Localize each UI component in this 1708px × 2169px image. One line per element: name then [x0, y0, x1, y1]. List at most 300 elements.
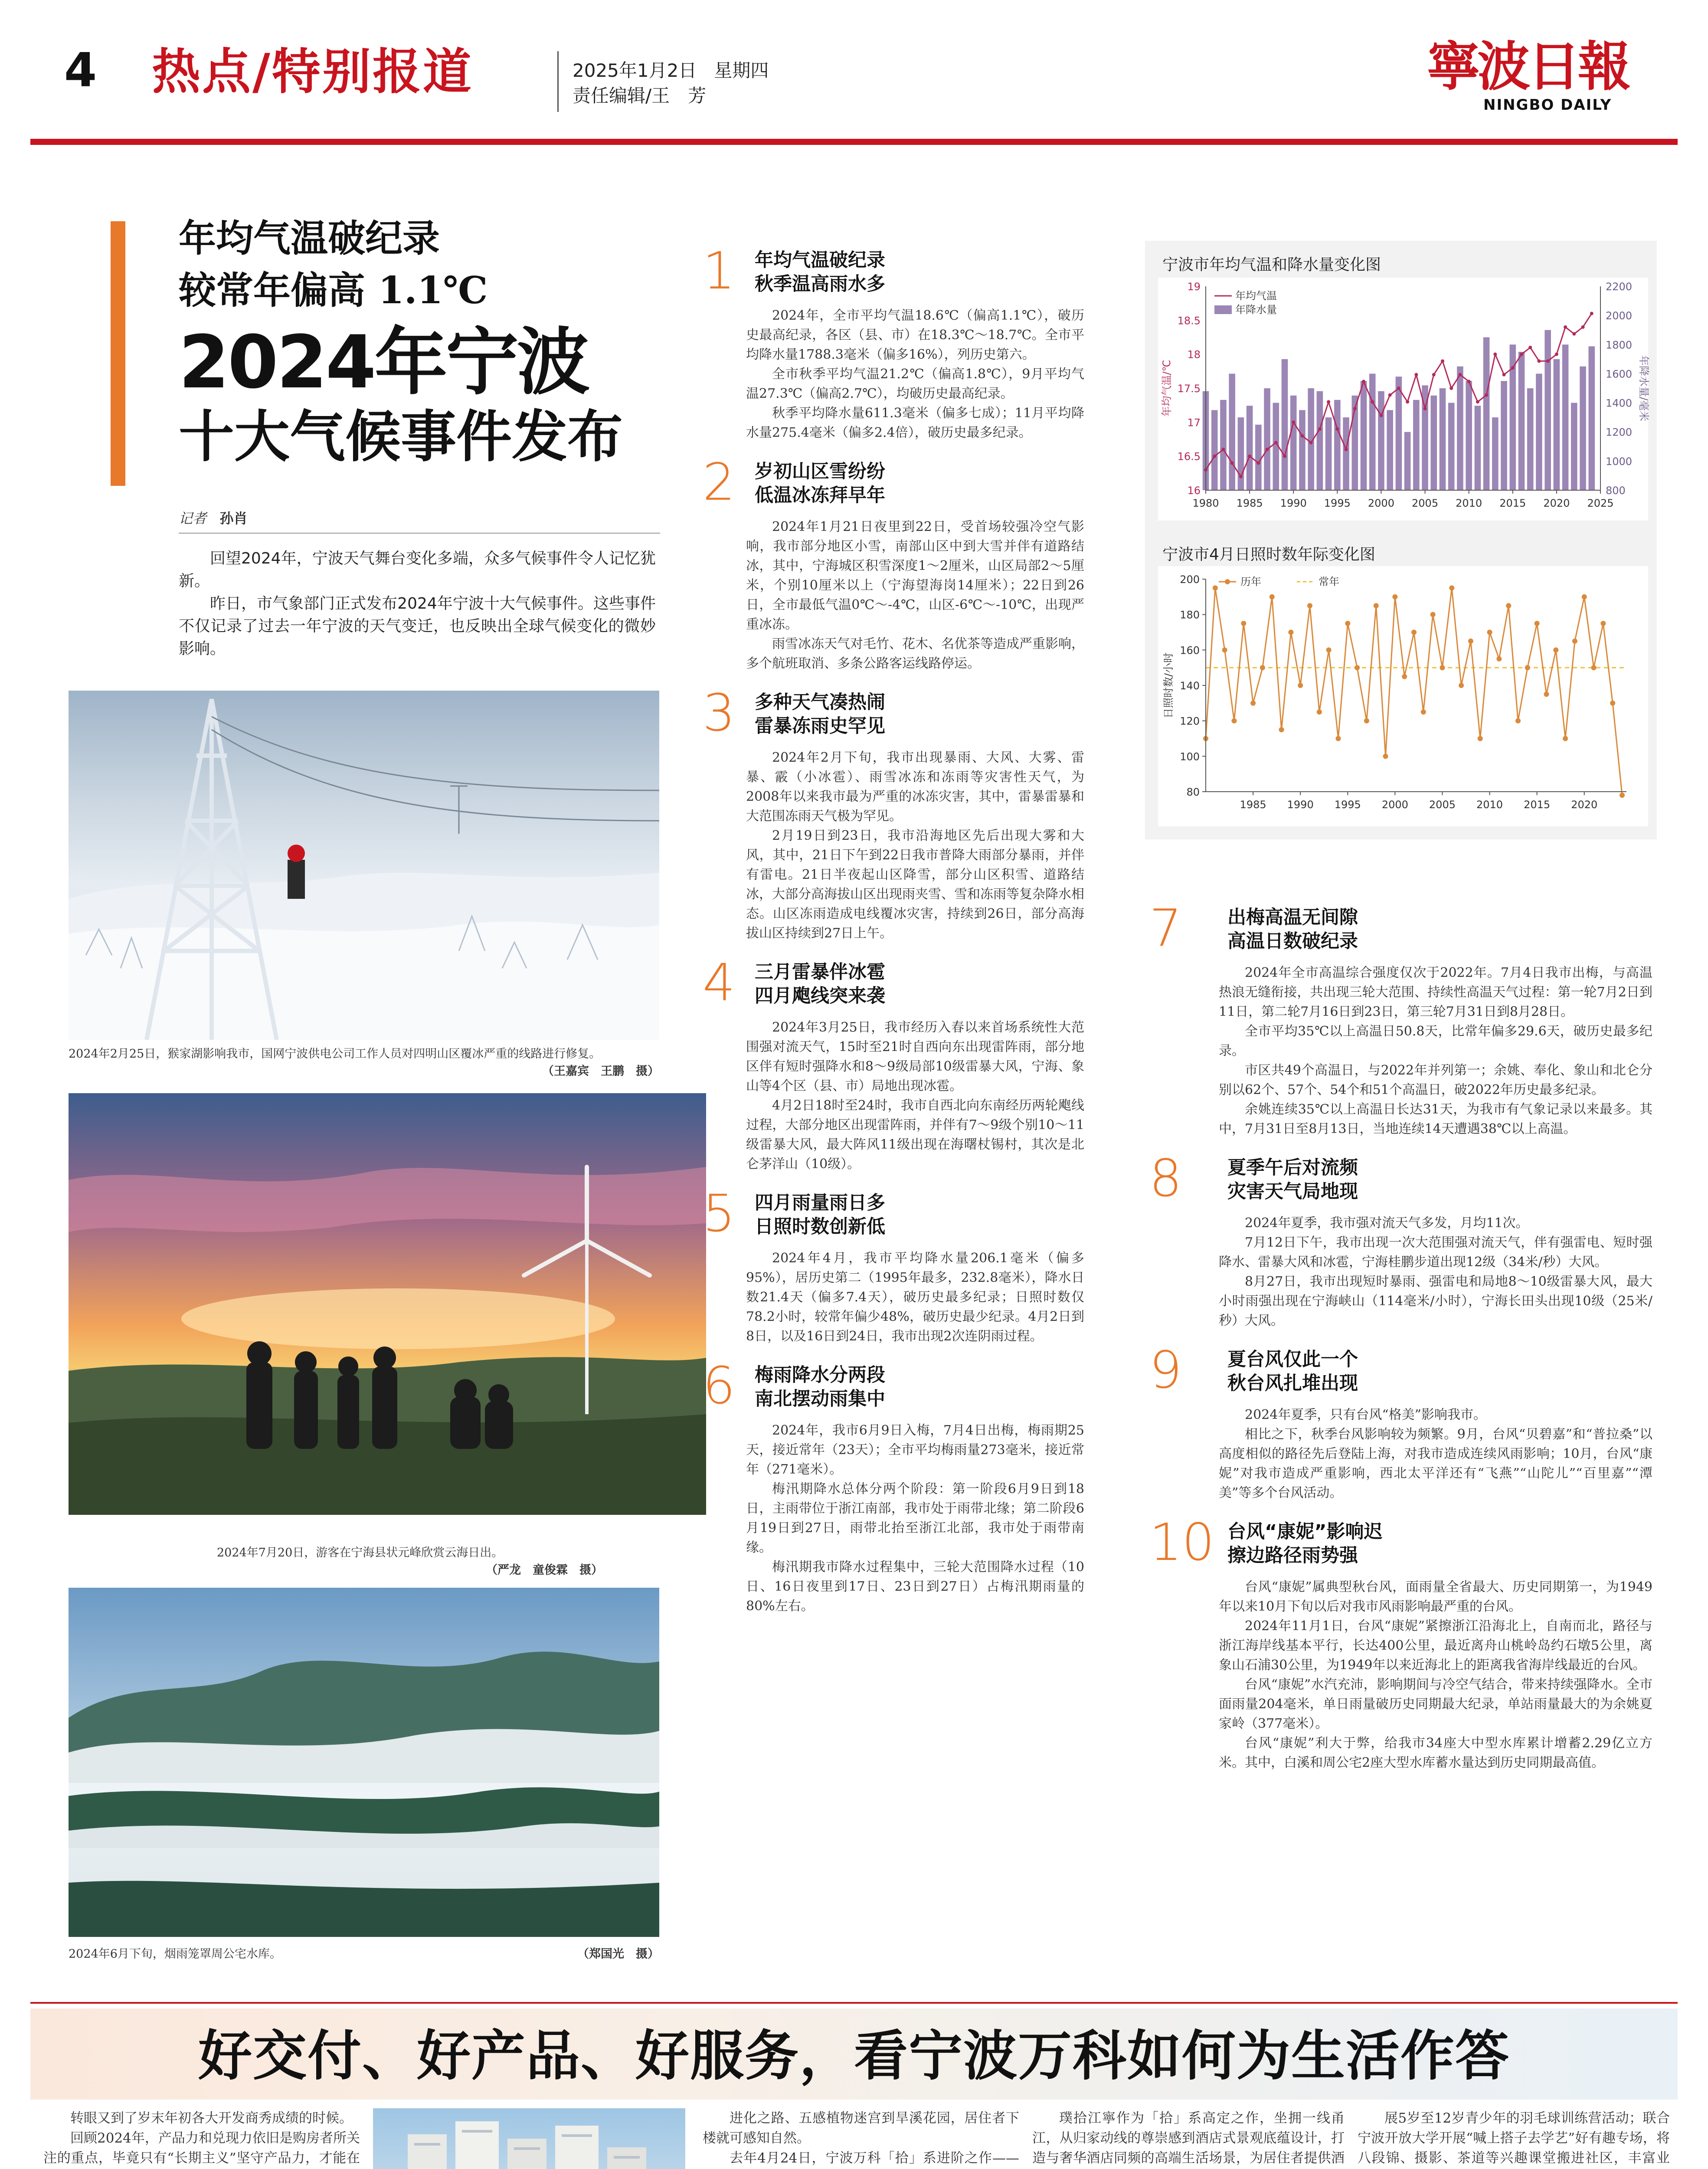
chart2-series-point: [1440, 665, 1445, 670]
date: 2025年1月2日: [573, 60, 697, 81]
chart1-precip-bar: [1396, 377, 1402, 490]
chart1-temp-point: [1572, 332, 1576, 336]
climate-event-number: 1: [703, 241, 736, 301]
climate-event-paragraph: 2月19日到23日，我市沿海地区先后出现大雾和大风，其中，21日下午到22日我市普降大雨部分暴雨，并伴有雷电。21日半夜起山区降雪，部分山区积雪、道路结冰，大部分高海拔山区出现雨夹雪、雪和冻雨等复杂降水相态。山区冻雨造成电线覆冰灾害，持续到26日，部分高海拔山区持续到27日上午。: [746, 828, 1084, 941]
chart2-series-point: [1449, 585, 1454, 590]
chart2-legend-hist: 历年: [1240, 576, 1261, 588]
chart1-x-tick: 2020: [1543, 497, 1570, 509]
chart2-title: 宁波市4月日照时数年际变化图: [1162, 546, 1375, 564]
photo-foggy-caption: [69, 1946, 659, 1963]
climate-event-body: [1219, 1405, 1652, 1503]
chart1-precip-bar: [1211, 410, 1218, 490]
climate-event-paragraph: 2024年，全市平均气温18.6℃（偏高1.1℃），破历史最高纪录，各区（县、市）在18.3℃～18.7℃。全市平均降水量1788.3毫米（偏多16%），列历史第六。: [746, 308, 1084, 362]
climate-event-title1: 年均气温破纪录: [755, 249, 885, 271]
chart1-precip-bar: [1527, 388, 1534, 490]
chart2-series-point: [1421, 709, 1426, 714]
climate-event-title2: 秋季温高雨水多: [755, 273, 885, 295]
climate-event-paragraph: 市区共49个高温日，与2022年并列第一；余姚、奉化、象山和北仑分别以62个、57个、54个和51个高温日，破2022年历史最多纪录。: [1219, 1063, 1652, 1098]
chart1-temp-point: [1485, 393, 1488, 397]
climate-event-title2: 灾害天气局地现: [1227, 1181, 1358, 1202]
chart1-precip-bar: [1440, 388, 1446, 490]
chart2-x-tick: 1985: [1240, 799, 1266, 811]
climate-event-titles: [755, 245, 885, 296]
byline-rule: [179, 533, 660, 534]
climate-event-title2: 日照时数创新低: [755, 1216, 885, 1238]
chart2-series-point: [1222, 647, 1227, 652]
climate-event: [703, 1183, 1084, 1346]
chart1-y-tick-left: 16.5: [1177, 450, 1201, 463]
chart2-series-point: [1591, 665, 1597, 670]
chart1-precip-bar: [1483, 337, 1490, 491]
intro-text: [179, 547, 656, 660]
chart2-series-point: [1600, 621, 1606, 626]
chart1-y-tick-right: 2200: [1606, 281, 1633, 293]
climate-event-header: [703, 683, 1084, 743]
climate-event: [703, 1356, 1084, 1616]
chart1-temp-point: [1353, 407, 1357, 410]
chart2-series-point: [1620, 793, 1625, 798]
chart1-temp-point: [1371, 400, 1374, 403]
chart1-precip-bar: [1361, 381, 1367, 490]
chart2-x-tick: 2020: [1571, 799, 1598, 811]
intro-paragraph-1: 回望2024年，宁波天气舞台变化多端，众多气候事件令人记忆犹新。: [179, 550, 656, 590]
chart1-temp-point: [1564, 325, 1567, 329]
climate-event-paragraph: 2024年11月1日，台风“康妮”紧擦浙江沿海北上，自南而北，路径与浙江海岸线基本平行，长达400公里，最近离舟山桃岭岛约石墩5公里，离象山石浦30公里，为1949年以来近海北上的距离我省海岸线最近的台风。: [1219, 1619, 1652, 1673]
chart2-series-point: [1392, 594, 1397, 600]
chart2-sunshine-april: [1158, 566, 1648, 826]
ad-col5-p1: 展5岁至12岁青少年的羽毛球训练营活动；联合宁波开放大学开展“喊上搭子去学艺”好有趣专场，将八段锦、摄影、茶道等兴趣课堂搬进社区，丰富业: [1358, 2110, 1670, 2166]
chart2-background: [1158, 566, 1648, 826]
chart1-precip-bar: [1369, 374, 1376, 490]
climate-event-title1: 夏季午后对流频: [1227, 1157, 1358, 1179]
chart1-precip-bar: [1466, 381, 1472, 490]
climate-event-paragraph: 雨雪冰冻天气对毛竹、花木、名优茶等造成严重影响，多个航班取消、多条公路客运线路停运。: [746, 636, 1084, 671]
photo-icy-tower-art: [69, 691, 659, 1040]
climate-event-header: [703, 953, 1084, 1012]
chart1-precip-bar: [1255, 425, 1262, 490]
climate-event-number: 9: [1149, 1340, 1182, 1400]
chart2-x-tick: 2000: [1381, 799, 1408, 811]
chart1-precip-bar: [1492, 417, 1499, 490]
chart1-temp-point: [1318, 427, 1322, 431]
photo-foggy-reservoir: [69, 1588, 659, 1937]
chart1-legend-temp: 年均气温: [1235, 290, 1277, 302]
chart2-series-point: [1250, 701, 1256, 706]
photo-icy-tower: [69, 691, 659, 1040]
chart1-temp-point: [1511, 366, 1515, 370]
climate-event-title2: 南北摆动雨集中: [755, 1388, 885, 1410]
chart1-precip-bar: [1387, 410, 1393, 490]
events-column-middle: [703, 241, 1084, 1630]
climate-event: [1149, 1512, 1661, 1773]
chart2-series-point: [1374, 603, 1379, 608]
ad-top-rule: [30, 2002, 1678, 2004]
chart2-series-point: [1582, 594, 1587, 600]
chart1-temp-point: [1300, 434, 1304, 438]
chart1-precip-bar: [1238, 417, 1244, 490]
photo-sunrise-tourists: [69, 1093, 706, 1515]
chart2-y-tick: 180: [1180, 609, 1200, 621]
chart1-y-tick-right: 1600: [1606, 368, 1633, 380]
chart1-y-tick-left: 18.5: [1177, 315, 1201, 327]
climate-event-title1: 岁初山区雪纷纷: [755, 461, 885, 482]
chart1-temp-point: [1450, 387, 1453, 390]
chart1-x-tick: 1995: [1324, 497, 1351, 509]
climate-event-titles: [755, 1360, 885, 1411]
climate-event-title2: 雷暴冻雨史罕见: [755, 715, 885, 737]
chart1-y-tick-right: 1200: [1606, 426, 1633, 439]
climate-event-paragraph: 2024年4月，我市平均降水量206.1毫米（偏多95%），居历史第二（1995年最多，232.8毫米），降水日数21.4天（偏多7.4天），破历史最多纪录；日照时数仅78.2小时，较常年偏少48%，破历史最少纪录。4月2日到8日，以及16日到24日，我市出现2次连阴雨过程。: [746, 1251, 1084, 1344]
chart1-temp-point: [1292, 420, 1295, 424]
climate-event-paragraph: 2024年全市高温综合强度仅次于2022年。7月4日我市出梅，与高温热浪无缝衔接，共出现三轮大范围、持续性高温天气过程：第一轮7月2日到11日，第二轮7月16日到23日，第三轮7月31日到8月28日。: [1219, 965, 1652, 1019]
chart1-temp-point: [1248, 455, 1251, 458]
chart2-x-tick: 1995: [1334, 799, 1361, 811]
chart1-precip-bar: [1588, 346, 1595, 490]
chart1-temp-point: [1345, 448, 1348, 451]
chart1-precip-bar: [1562, 344, 1569, 490]
chart1-temp-point: [1590, 312, 1593, 315]
climate-event-body: [1219, 1577, 1652, 1773]
chart1-y-tick-left: 17.5: [1177, 383, 1201, 395]
chart2-series-point: [1279, 727, 1284, 732]
chart1-precip-bar: [1580, 367, 1586, 490]
chart2-x-tick: 2015: [1524, 799, 1551, 811]
chart2-y-tick: 80: [1186, 786, 1200, 798]
chart2-series-point: [1260, 665, 1265, 670]
climate-event: [703, 953, 1084, 1174]
chart2-ylabel: 日照时数/小时: [1162, 652, 1175, 719]
headline-kicker-1: 年均气温破纪录: [179, 216, 440, 260]
chart1-temp-point: [1406, 400, 1409, 403]
chart1-precip-bar: [1282, 359, 1288, 490]
chart2-series-point: [1402, 674, 1407, 679]
chart2-series-point: [1288, 630, 1293, 635]
chart2-series-point: [1307, 603, 1312, 608]
chart1-precip-bar: [1457, 367, 1463, 490]
chart2-series-point: [1213, 585, 1218, 590]
chart1-precip-bar: [1317, 391, 1323, 490]
chart2-series-point: [1270, 594, 1275, 600]
climate-event-body: [1219, 963, 1652, 1139]
chart1-y-tick-right: 1800: [1606, 339, 1633, 351]
chart1-temp-point: [1493, 353, 1497, 356]
climate-event-titles: [1227, 1517, 1383, 1568]
climate-event-header: [1149, 898, 1661, 958]
climate-event-body: [746, 517, 1084, 673]
chart2-series-point: [1355, 665, 1360, 670]
chart1-temp-point: [1230, 461, 1234, 465]
chart2-series-point: [1468, 639, 1473, 644]
chart1-precip-bar: [1501, 381, 1507, 490]
chart1-precip-bar: [1264, 388, 1270, 490]
chart2-series-point: [1326, 647, 1332, 652]
chart1-y-tick-left: 18: [1187, 348, 1201, 361]
chart1-precip-bar: [1536, 374, 1542, 490]
chart1-precip-bar: [1413, 400, 1420, 490]
chart2-series-point: [1411, 630, 1417, 635]
chart1-temp-point: [1502, 373, 1506, 377]
newspaper-logo-en: NINGBO DAILY: [1483, 96, 1612, 114]
photo-icy-tower-caption: [69, 1045, 659, 1080]
climate-event: [1149, 1148, 1661, 1330]
chart1-x-tick: 2010: [1456, 497, 1482, 509]
climate-event-header: [1149, 1512, 1661, 1572]
headline-kicker-2: 较常年偏高 1.1℃: [179, 269, 488, 312]
chart2-series-point: [1544, 691, 1549, 697]
chart2-legend-norm: 常年: [1319, 576, 1339, 588]
climate-event-title1: 三月雷暴伴冰雹: [755, 961, 885, 983]
climate-event-number: 10: [1149, 1512, 1215, 1572]
ad-photo-buildings-art: [373, 2108, 685, 2169]
chart1-temp-point: [1239, 475, 1243, 478]
chart2-series-point: [1335, 736, 1341, 741]
chart2-series-point: [1478, 736, 1483, 741]
chart1-x-tick: 1985: [1236, 497, 1263, 509]
chart2-y-tick: 120: [1180, 715, 1200, 727]
climate-event-paragraph: 相比之下，秋季台风影响较为频繁。9月，台风“贝碧嘉”和“普拉桑”以高度相似的路径先后登陆上海，对我市造成连续风雨影响；10月，台风“康妮”对我市造成严重影响，西北太平洋还有“飞燕”“山陀儿”“百里嘉”“潭美”等多个台风活动。: [1219, 1427, 1652, 1501]
chart2-y-tick: 200: [1180, 573, 1200, 586]
ad-col3-p2: 去年4月24日，宁波万科「拾」系进阶之作——: [730, 2150, 1019, 2166]
chart1-temp-point: [1256, 461, 1260, 465]
byline-label: 记者: [179, 510, 207, 527]
climate-event-title1: 台风“康妮”影响迟: [1227, 1521, 1383, 1543]
climate-event-paragraph: 全市平均35℃以上高温日50.8天，比常年偏多29.6天，破历史最多纪录。: [1219, 1024, 1652, 1058]
headline-title-1: 2024年宁波: [179, 320, 588, 405]
chart1-precip-bar: [1430, 396, 1437, 490]
chart1-precip-bar: [1299, 410, 1306, 490]
climate-event-body: [746, 748, 1084, 943]
climate-event-header: [1149, 1148, 1661, 1208]
climate-event: [1149, 1340, 1661, 1503]
chart1-temp-point: [1520, 353, 1523, 356]
chart2-y-tick: 160: [1180, 644, 1200, 657]
chart1-precip-bar: [1325, 417, 1332, 490]
chart1-temp-point: [1467, 380, 1471, 383]
chart1-temp-point: [1221, 448, 1225, 451]
chart1-x-tick: 2015: [1499, 497, 1526, 509]
byline: [179, 508, 248, 528]
chart2-series-point: [1345, 621, 1350, 626]
climate-event-number: 2: [703, 452, 736, 512]
photo-sunrise-art: [69, 1093, 706, 1515]
chart1-temp-point: [1546, 359, 1550, 363]
climate-event-title1: 多种天气凑热闹: [755, 691, 885, 713]
issue-date: [573, 60, 769, 82]
chart2-series-point: [1430, 612, 1436, 617]
headline-accent-bar: [111, 221, 125, 486]
climate-event: [703, 683, 1084, 943]
ad-col1-p2: 回顾2024年，产品力和兑现力依旧是购房者所关注的重点，毕竟只有“长期主义”坚守产品力，才能在: [43, 2130, 360, 2166]
chart1-temperature-precipitation: [1158, 278, 1648, 521]
chart2-series-point: [1364, 718, 1369, 724]
chart1-precip-bar: [1343, 417, 1349, 490]
climate-event-paragraph: 台风“康妮”属典型秋台风，面雨量全省最大、历史同期第一，为1949年以来10月下旬以后对我市风雨影响最严重的台风。: [1219, 1579, 1652, 1614]
climate-event-paragraph: 4月2日18时至24时，我市自西北向东南经历两轮飑线过程，大部分地区出现雷阵雨，并伴有7～9级个别10～11级雷暴大风，最大阵风11级出现在海曙杖锡村，其次是北仑茅洋山（10级）。: [746, 1098, 1084, 1172]
chart1-temp-point: [1362, 380, 1365, 383]
climate-event-header: [703, 452, 1084, 512]
climate-event-titles: [1227, 1344, 1358, 1396]
chart2-series-point: [1298, 683, 1303, 688]
chart2-series-point: [1383, 754, 1388, 759]
newspaper-logo: 寧波日報: [1427, 35, 1628, 98]
chart2-x-tick: 1990: [1287, 799, 1314, 811]
chart1-legend-precip-swatch: [1214, 305, 1232, 314]
ad-col4-p1: 璞拾江寧作为「拾」系高定之作，坐拥一线甬江，从归家动线的尊崇感到酒店式景观底蕴设计，打造与奢华酒店同频的高端生活场景，为居住者提供酒: [1032, 2110, 1345, 2166]
chart1-title: 宁波市年均气温和降水量变化图: [1162, 256, 1381, 274]
climate-event-number: 6: [703, 1356, 736, 1415]
climate-event-titles: [755, 957, 885, 1008]
photo-foggy-art: [69, 1588, 659, 1937]
climate-event-paragraph: 7月12日下午，我市出现一次大范围强对流天气，伴有强雷电、短时强降水、雷暴大风和冰雹，宁海桂鹏步道出现12级（34米/秒）大风。: [1219, 1235, 1652, 1270]
chart1-y-tick-right: 1400: [1606, 397, 1633, 410]
chart1-y-tick-left: 16: [1187, 485, 1201, 497]
chart2-legend-hist-dot: [1225, 579, 1230, 584]
climate-event: [703, 241, 1084, 442]
chart2-series-point: [1241, 621, 1246, 626]
chart1-temp-point: [1327, 400, 1330, 403]
masthead-divider: [557, 51, 559, 112]
ad-photo-buildings: [373, 2108, 685, 2169]
climate-event-paragraph: 8月27日，我市出现短时暴雨、强雷电和局地8～10级雷暴大风，最大小时雨强出现在宁海峡山（114毫米/小时），宁海长田头出现10级（25米/秒）大风。: [1219, 1274, 1652, 1328]
chart2-series-point: [1231, 718, 1237, 724]
page-number: 4: [64, 43, 97, 98]
climate-event-body: [746, 306, 1084, 442]
climate-event-titles: [755, 1188, 885, 1239]
climate-event-title1: 夏台风仅此一个: [1227, 1349, 1358, 1370]
chart1-temp-point: [1309, 441, 1313, 444]
chart1-x-tick: 2000: [1368, 497, 1394, 509]
chart2-series-point: [1487, 630, 1492, 635]
climate-event-paragraph: 全市秋季平均气温21.2℃（偏高1.8℃），9月平均气温27.3℃（偏高2.7℃），均破历史最高纪录。: [746, 367, 1084, 401]
chart1-temp-point: [1388, 393, 1392, 397]
chart1-precip-bar: [1448, 403, 1455, 490]
ad-col1-p1: 转眼又到了岁末年初各大开发商秀成绩的时候。: [70, 2110, 353, 2126]
chart2-series-point: [1610, 701, 1615, 706]
byline-name: 孙肖: [219, 510, 248, 527]
climate-event-body: [746, 1421, 1084, 1616]
climate-event-paragraph: 梅汛期降水总体分两个阶段：第一阶段6月9日到18日，主雨带位于浙江南部，我市处于雨带北缘；第二阶段6月19日到27日，雨带北抬至浙江北部，我市处于雨带南缘。: [746, 1481, 1084, 1555]
chart1-precip-bar: [1554, 359, 1560, 490]
chart1-temp-point: [1537, 359, 1541, 363]
chart2-series-point: [1506, 603, 1511, 608]
chart1-temp-point: [1397, 387, 1400, 390]
chart2-series-point: [1459, 683, 1464, 688]
chart1-y-tick-right: 2000: [1606, 310, 1633, 322]
climate-event-titles: [755, 456, 885, 508]
chart1-ylabel-right: 年降水量/毫米: [1638, 355, 1650, 422]
climate-event-title2: 擦边路径雨势强: [1227, 1545, 1358, 1566]
chart1-precip-bar: [1544, 330, 1551, 490]
chart2-series-point: [1535, 621, 1540, 626]
climate-event-header: [703, 1356, 1084, 1415]
chart1-precip-bar: [1290, 396, 1297, 490]
climate-event-paragraph: 2024年2月下旬，我市出现暴雨、大风、大雾、雷暴、霰（小冰雹）、雨雪冰冻和冻雨等灾害性天气，为2008年以来我市最为严重的冰冻灾害，其中，雷暴雷暴和大范围冻雨天气极为罕见。: [746, 750, 1084, 824]
climate-event-title2: 秋台风扎堆出现: [1227, 1373, 1358, 1394]
chart1-temp-point: [1414, 373, 1418, 377]
climate-event-header: [1149, 1340, 1661, 1400]
chart1-x-tick: 2025: [1587, 497, 1614, 509]
ad-column-5: [1358, 2108, 1670, 2169]
ad-title: 好交付、好产品、好服务，看宁波万科如何为生活作答: [198, 2025, 1510, 2087]
climate-event: [1149, 898, 1661, 1139]
chart2-series-point: [1525, 665, 1530, 670]
chart1-precip-bar: [1334, 400, 1341, 490]
climate-event-number: 5: [703, 1183, 736, 1243]
chart1-precip-bar: [1220, 400, 1227, 490]
chart1-temp-point: [1458, 373, 1462, 377]
climate-event-paragraph: 台风“康妮”利大于弊，给我市34座大中型水库累计增蓄2.29亿立方米。其中，白溪和周公宅2座大型水库蓄水量达到历史同期最高值。: [1219, 1736, 1652, 1770]
photo-icy-tower-caption-text: 2024年2月25日，猴家湖影响我市，国网宁波供电公司工作人员对四明山区覆冰严重的线路进行修复。: [69, 1047, 601, 1061]
section-title: 热点/特别报道: [152, 44, 473, 100]
chart1-temp-point: [1335, 427, 1339, 431]
chart2-x-tick: 2005: [1429, 799, 1456, 811]
chart1-precip-bar: [1229, 374, 1235, 490]
photo-foggy-credit: （郑国光 摄）: [577, 1947, 659, 1961]
climate-event-titles: [755, 687, 885, 738]
chart1-temp-point: [1274, 441, 1278, 444]
photo-foggy-caption-text: 2024年6月下旬，烟雨笼罩周公宅水库。: [69, 1947, 281, 1961]
climate-event-paragraph: 梅汛期我市降水过程集中，三轮大范围降水过程（10日、16日夜里到17日、23日到27日）占梅汛期雨量的80%左右。: [746, 1560, 1084, 1614]
climate-event-paragraph: 2024年3月25日，我市经历入春以来首场系统性大范围强对流天气，15时至21时自西向东出现雷阵雨，部分地区伴有短时强降水和8～9级局部10级雷暴大风，宁海、象山等4个区（县、市）局地出现冰雹。: [746, 1020, 1084, 1094]
chart1-temp-point: [1581, 325, 1585, 329]
climate-event-paragraph: 2024年夏季，只有台风“格美”影响我市。: [1245, 1407, 1487, 1422]
chart2-series-point: [1553, 647, 1558, 652]
weekday: 星期四: [714, 60, 769, 81]
chart2-series-point: [1563, 736, 1568, 741]
chart1-temp-point: [1283, 455, 1286, 458]
ad-column-1: [43, 2108, 360, 2169]
climate-event-number: 7: [1149, 898, 1182, 958]
climate-event-body: [746, 1018, 1084, 1174]
chart1-temp-point: [1266, 448, 1269, 451]
climate-event-paragraph: 2024年1月21日夜里到22日，受首场较强冷空气影响，我市部分地区小雪，南部山区中到大雪并伴有道路结冰，其中，宁海城区积雪深度1～2厘米，山区局部2～5厘米，个别10厘米以上（宁海望海岗14厘米）；22日到26日，全市最低气温0℃～-4℃，山区-6℃～-10℃，出现严重冰冻。: [746, 519, 1084, 632]
chart2-x-tick: 2010: [1476, 799, 1503, 811]
chart1-precip-bar: [1247, 406, 1253, 490]
headline-title-2: 十大气候事件发布: [179, 405, 623, 469]
chart1-temp-point: [1423, 407, 1427, 410]
climate-event-title1: 出梅高温无间隙: [1227, 907, 1358, 928]
chart1-y-tick-right: 800: [1606, 485, 1626, 497]
chart1-legend-precip: 年降水量: [1235, 304, 1277, 316]
chart1-temp-point: [1379, 414, 1383, 417]
chart1-y-tick-left: 19: [1187, 281, 1201, 293]
ad-column-3: [703, 2108, 1019, 2169]
chart1-x-tick: 1980: [1192, 497, 1219, 509]
chart1-x-tick: 2005: [1412, 497, 1439, 509]
photo-icy-tower-credit: （王嘉宾 王鹏 摄）: [542, 1065, 659, 1078]
chart1-temp-point: [1441, 359, 1444, 363]
masthead-rule: [30, 139, 1678, 145]
chart2-series-point: [1572, 639, 1577, 644]
ad-column-4: [1032, 2108, 1345, 2169]
chart1-precip-bar: [1518, 352, 1525, 490]
events-column-right: [1149, 898, 1661, 1786]
climate-event-titles: [1227, 902, 1358, 953]
climate-event-number: 3: [703, 683, 736, 743]
climate-event-paragraph: 台风“康妮”水汽充沛，影响期间与冷空气结合，带来持续强降水。全市面雨量204毫米，单日雨量破历史同期最大纪录，单站雨量最大的为余姚夏家岭（377毫米）。: [1219, 1677, 1652, 1731]
photo-sunrise-caption: [217, 1544, 651, 1579]
chart1-temp-point: [1555, 353, 1558, 356]
climate-event-titles: [1227, 1153, 1358, 1204]
climate-event-number: 8: [1149, 1148, 1182, 1208]
chart1-y-tick-right: 1000: [1606, 455, 1633, 468]
intro-paragraph-2: 昨日，市气象部门正式发布2024年宁波十大气候事件。这些事件不仅记录了过去一年宁波的天气变迁，也反映出全球气候变化的微妙影响。: [179, 595, 656, 658]
climate-event-title1: 梅雨降水分两段: [755, 1364, 885, 1386]
editor-credit: 责任编辑/王 芳: [573, 85, 707, 106]
photo-sunrise-credit: （严龙 童俊霖 摄）: [486, 1563, 603, 1577]
chart1-temp-point: [1432, 373, 1436, 377]
climate-event-body: [1219, 1213, 1652, 1330]
